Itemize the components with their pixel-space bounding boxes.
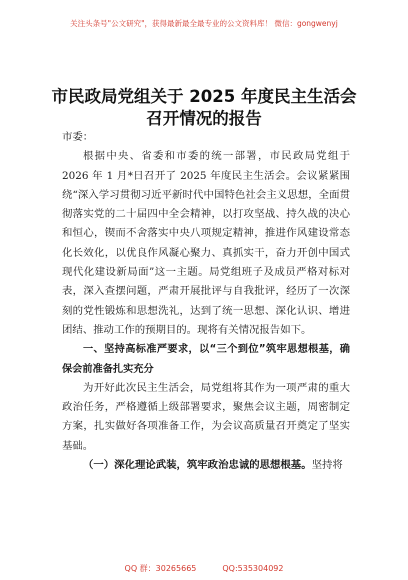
subsection-1-text: 坚持将 — [311, 459, 343, 472]
footer-contact — [0, 563, 408, 574]
document-title — [0, 86, 408, 130]
header-banner: 关注头条号"公文研究"，获得最新最全最专业的公文资料库！ 微信：gongwenyj — [70, 19, 338, 28]
document-body — [62, 128, 350, 475]
footer-qq-group: QQ 群：30265665 — [124, 564, 197, 573]
footer-qq: QQ:535304092 — [222, 564, 284, 573]
subsection-1-heading: （一）深化理论武装，筑牢政治忠诚的思想根基。 — [83, 459, 312, 472]
title-line-1: 市民政局党组关于 2025 年度民主生活会 — [51, 87, 357, 106]
section-1-heading: 一、坚持高标准严要求，以“三个到位”筑牢思想根基，确保会前准备扎实充分 — [62, 344, 350, 375]
intro-paragraph: 根据中央、省委和市委的统一部署，市民政局党组于 2026 年 1 月*日召开了 2025 年度民主生活会。会议紧紧围绕“深入学习贯彻习近平新时代中国特色社会主义思想，全面贯彻落实党的二十届四中全会精神，以打攻坚战、持久战的决心和恒心，锲而不舍落实中央八项规定精神，推进作风建设常态化长效化，以优良作风凝心聚力、真抓实干，奋力开创中国式现代化建设新局面”这一主题。局党组班子及成员严格对标对表，深入查摆问题，严肃开展批评与自我批评，经历了一次深刻的党性锻炼和思想洗礼，达到了统一思想、深化认识、增进团结、推动工作的预期目的。现将有关情况报告如下。 — [62, 150, 350, 336]
subsection-1-paragraph — [62, 456, 350, 475]
section-1-paragraph: 为开好此次民主生活会，局党组将其作为一项严肃的重大政治任务，严格遵循上级部署要求，聚焦会议主题，周密制定方案，扎实做好各项准备工作，为会议高质量召开奠定了坚实基础。 — [62, 381, 350, 452]
title-line-2: 召开情况的报告 — [146, 109, 262, 128]
salutation: 市委： — [62, 131, 94, 143]
